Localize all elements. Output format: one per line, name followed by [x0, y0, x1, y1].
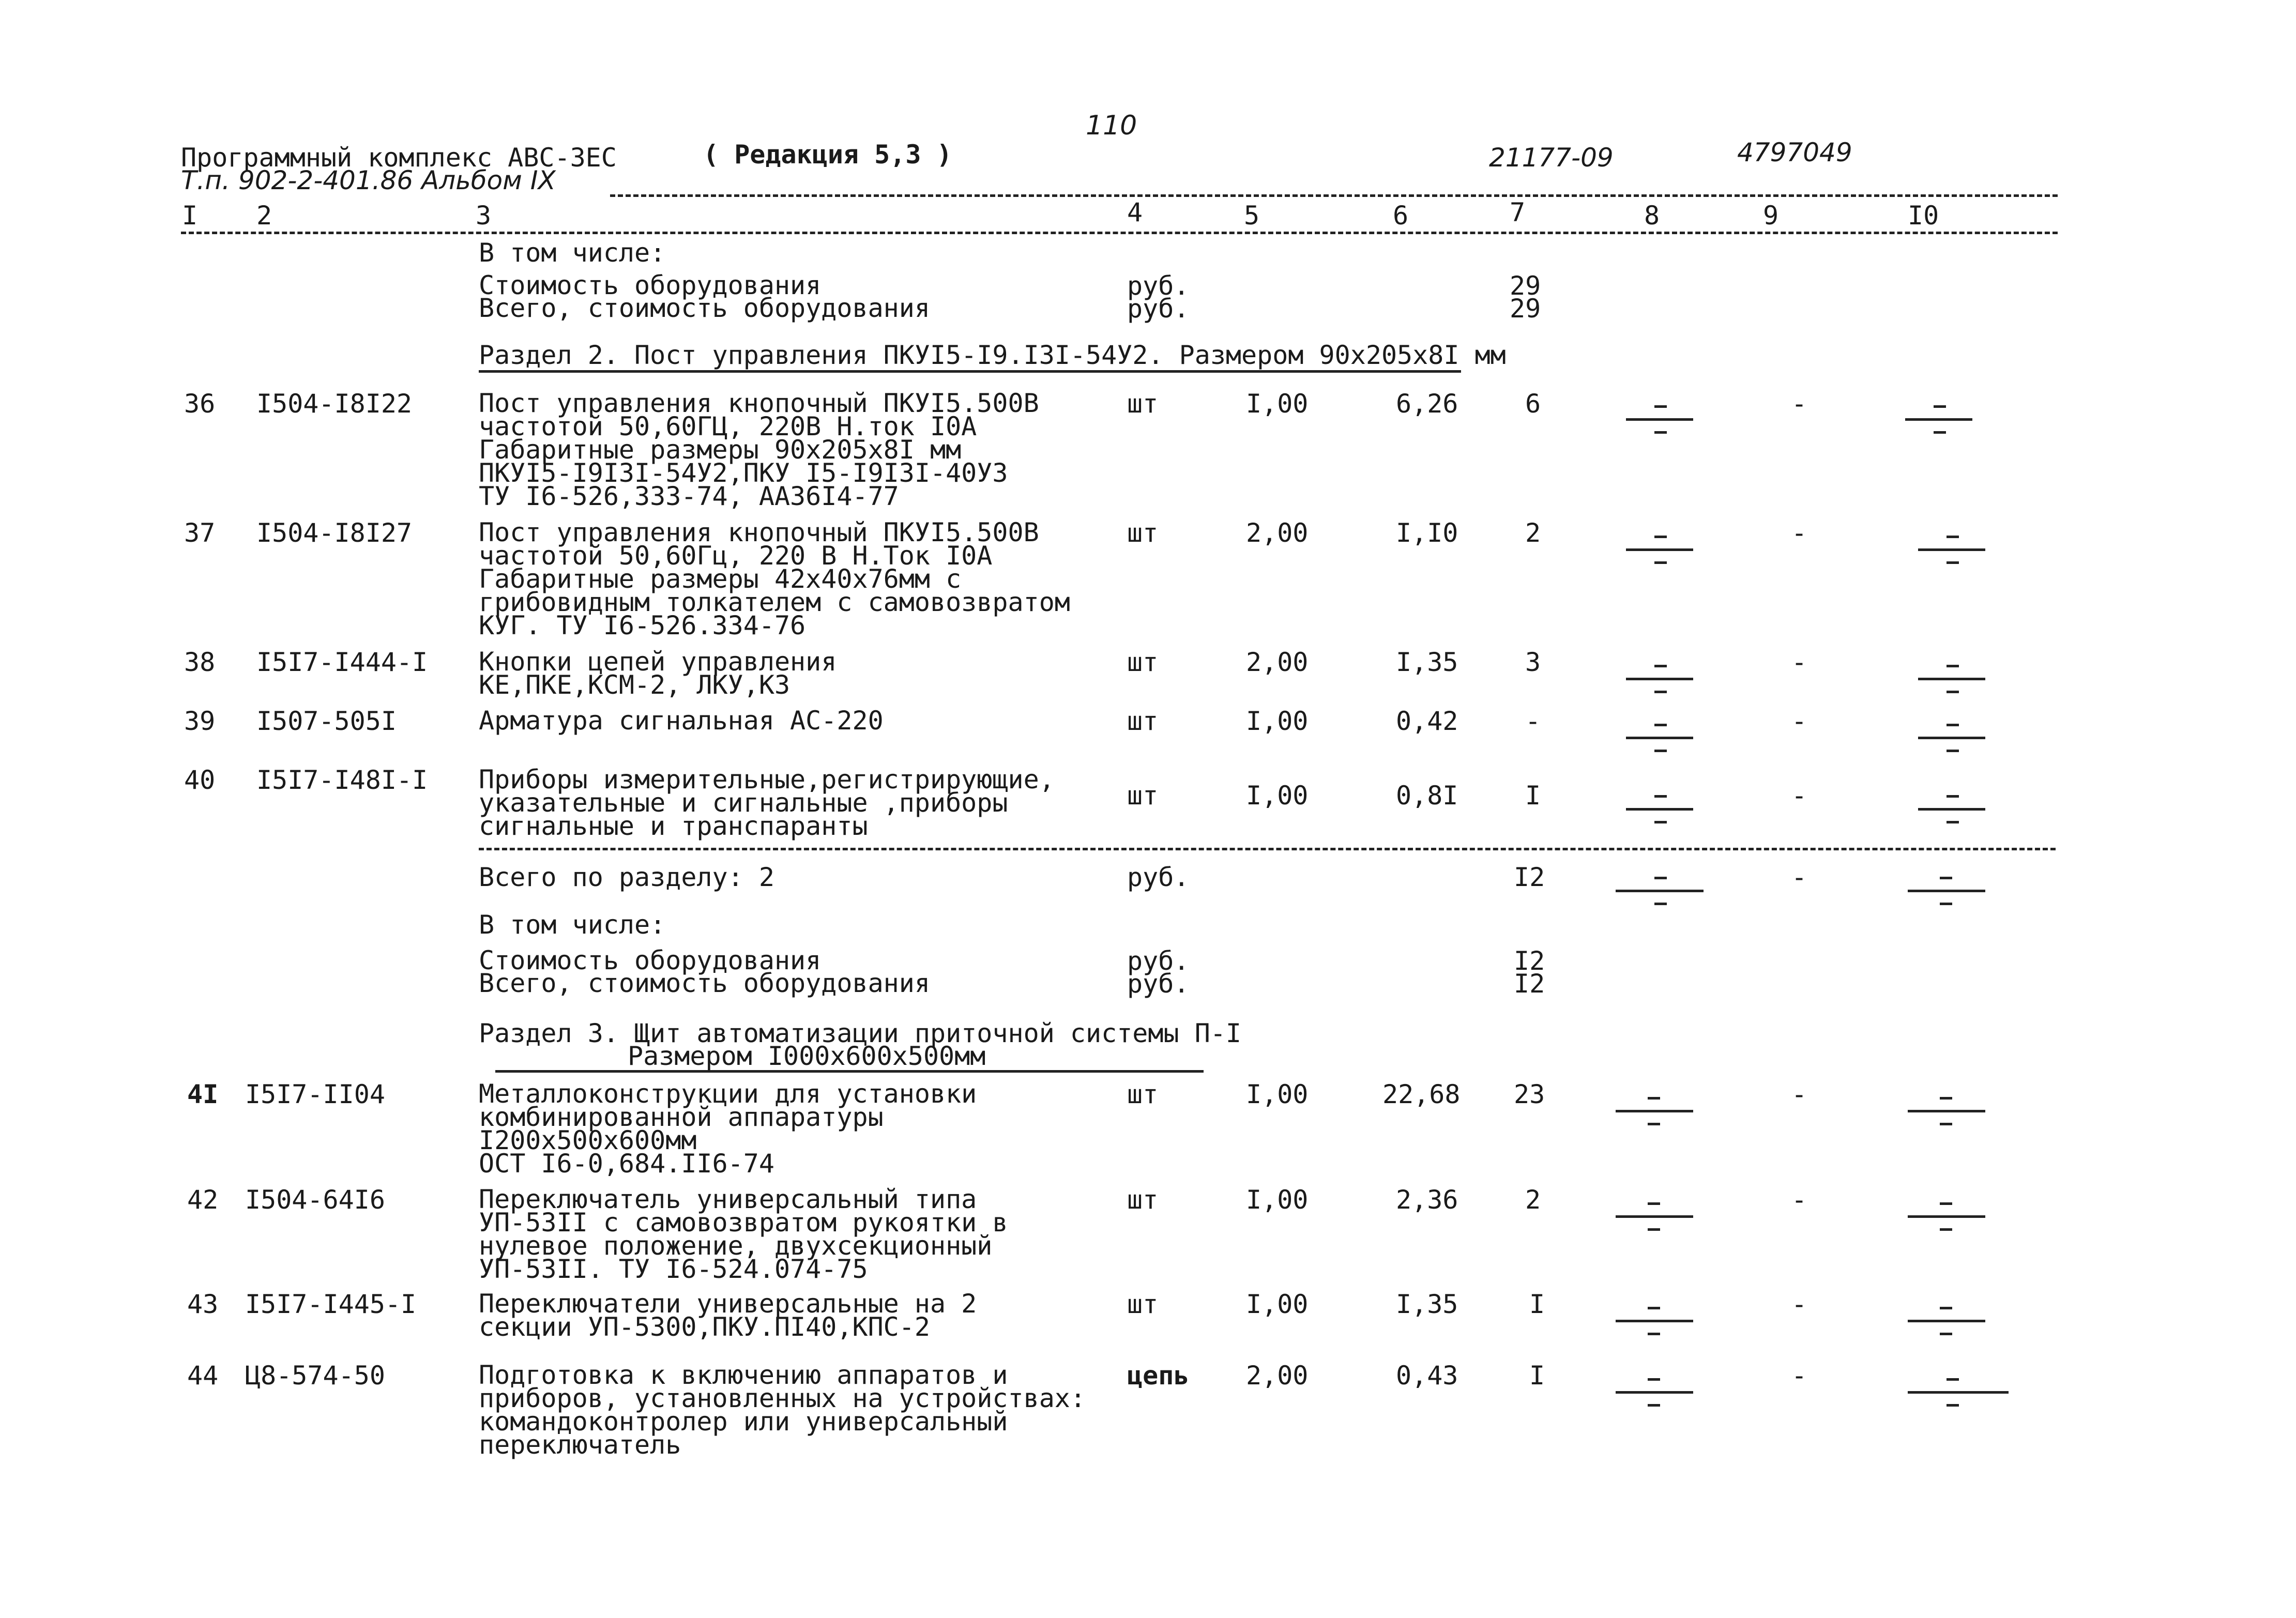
item-description-line: секции УП-5300,ПКУ.ПI40,КПС-2: [479, 1312, 930, 1342]
equipment-cost-unit: руб.: [1127, 946, 1190, 976]
item-description-line: КЕ,ПКЕ,КСМ-2, ЛКУ,КЗ: [479, 670, 790, 700]
row-number: 40: [184, 765, 216, 795]
item-description-line: сигнальные и транспаранты: [479, 811, 868, 841]
equipment-cost-unit: руб.: [1127, 271, 1190, 301]
unit-price: 2,36: [1396, 1185, 1458, 1215]
col-header-10: I0: [1908, 201, 1939, 231]
item-description-line: ОСТ I6-0,684.II6-74: [479, 1149, 774, 1179]
total-cost: 3: [1525, 647, 1541, 677]
item-description-line: нулевое положение, двухсекционный: [479, 1231, 993, 1261]
unit-price: I,35: [1396, 647, 1458, 677]
fraction-mark: [1918, 792, 1985, 828]
total-cost: 2: [1525, 518, 1541, 548]
item-description-line: приборов, установленных на устройствах:: [479, 1383, 1086, 1413]
col-header-2: 2: [256, 201, 272, 231]
item-description-line: частотой 50,60Гц, 220 В Н.Ток I0А: [479, 541, 993, 571]
col9-dash: -: [1791, 1185, 1807, 1215]
doc-code: 21177-09: [1489, 143, 1614, 173]
item-code: I504-I8I27: [256, 518, 413, 548]
fraction-mark: [1626, 721, 1693, 757]
item-code: I5I7-I445-I: [245, 1289, 417, 1319]
col-header-7: 7: [1510, 197, 1526, 227]
section-2-summary-divider: [479, 848, 2056, 850]
section-3-subtitle: Размером I000х600х500мм: [628, 1041, 986, 1071]
quantity: I,00: [1246, 1185, 1309, 1215]
item-description-line: переключатель: [479, 1430, 681, 1460]
row-number: 38: [184, 647, 216, 677]
item-description-line: Подготовка к включению аппаратов и: [479, 1360, 1008, 1390]
equipment-total-value: I2: [1514, 969, 1545, 999]
section-3-title-underline: [495, 1070, 1204, 1073]
item-code: I5I7-II04: [245, 1079, 385, 1109]
item-code: I504-64I6: [245, 1185, 385, 1215]
fraction-mark: [1908, 874, 1985, 910]
fraction-mark: [1626, 662, 1693, 698]
included-label: В том числе:: [479, 910, 666, 940]
equipment-cost-value: I2: [1514, 946, 1545, 976]
col9-dash: -: [1791, 518, 1807, 548]
section-total-unit: руб.: [1127, 862, 1190, 892]
fraction-mark: [1918, 532, 1985, 569]
equipment-total-value: 29: [1510, 294, 1541, 324]
total-cost: -: [1525, 706, 1541, 736]
item-description-line: командоконтролер или универсальный: [479, 1407, 1008, 1437]
project-reference: Т.п. 902-2-401.86 Альбом IX: [181, 165, 556, 195]
item-code: I5I7-I444-I: [256, 647, 428, 677]
item-code: I5I7-I48I-I: [256, 765, 428, 795]
item-description-line: грибовидным толкателем с самовозвратом: [479, 587, 1070, 617]
fraction-mark: [1626, 532, 1693, 569]
edition-label: ( Редакция 5,3 ): [703, 140, 952, 170]
header-divider-top: [610, 194, 2058, 197]
item-description-line: Переключатель универсальный типа: [479, 1184, 977, 1214]
doc-number: 4797049: [1737, 138, 1852, 167]
fraction-mark: [1905, 402, 1972, 438]
item-code: Ц8-574-50: [245, 1361, 385, 1391]
item-description-line: указательные и сигнальные ,приборы: [479, 788, 1008, 818]
section-2-title: Раздел 2. Пост управления ПКУI5-I9.I3I-54У2. Размером 90х205х8I мм: [479, 340, 1506, 370]
equipment-total-unit: руб.: [1127, 294, 1190, 324]
quantity: 2,00: [1246, 1361, 1309, 1391]
equipment-cost-label: Стоимость оборудования: [479, 270, 822, 300]
item-description-line: Кнопки цепей управления: [479, 647, 837, 677]
item-description-line: Габаритные размеры 90х205х8I мм: [479, 435, 962, 465]
total-cost: I: [1525, 781, 1541, 811]
fraction-mark: [1908, 1304, 1985, 1340]
row-number: 36: [184, 389, 216, 419]
row-number: 42: [187, 1185, 219, 1215]
fraction-mark: [1918, 662, 1985, 698]
fraction-mark: [1626, 402, 1693, 438]
item-description-line: комбинированной аппаратуры: [479, 1102, 884, 1132]
fraction-mark: [1626, 792, 1693, 828]
fraction-mark: [1616, 874, 1704, 910]
row-number: 37: [184, 518, 216, 548]
unit-price: I,I0: [1396, 518, 1458, 548]
unit-price: 6,26: [1396, 389, 1458, 419]
quantity: I,00: [1246, 706, 1309, 736]
quantity: I,00: [1246, 1289, 1309, 1319]
quantity: I,00: [1246, 781, 1309, 811]
fraction-mark: [1918, 721, 1985, 757]
unit-price: I,35: [1396, 1289, 1458, 1319]
item-description-line: I200х500х600мм: [479, 1125, 697, 1155]
unit: шт: [1127, 647, 1159, 677]
unit: шт: [1127, 1185, 1159, 1215]
section-total-value: I2: [1514, 862, 1545, 892]
unit: шт: [1127, 1289, 1159, 1319]
item-description-line: Арматура сигнальная АС-220: [479, 706, 884, 736]
item-code: I504-I8I22: [256, 389, 413, 419]
program-name: Программный комплекс АВС-3ЕС: [181, 143, 617, 173]
col9-dash: -: [1791, 781, 1807, 811]
total-cost: 23: [1514, 1079, 1545, 1109]
col-header-5: 5: [1244, 201, 1260, 231]
col-header-3: 3: [476, 201, 492, 231]
header-divider-bottom: [181, 232, 2058, 234]
col-header-1: I: [182, 201, 198, 231]
quantity: 2,00: [1246, 518, 1309, 548]
col9-dash: -: [1791, 1079, 1807, 1109]
item-description-line: КУГ. ТУ I6-526.334-76: [479, 610, 806, 640]
col-header-9: 9: [1763, 201, 1779, 231]
unit: шт: [1127, 706, 1159, 736]
item-description-line: УП-53II с самовозвратом рукоятки в: [479, 1208, 1008, 1238]
total-cost: I: [1529, 1361, 1545, 1391]
unit: шт: [1127, 781, 1159, 811]
equipment-cost-value: 29: [1510, 271, 1541, 301]
unit: цепь: [1127, 1361, 1190, 1391]
section-3-title: Раздел 3. Щит автоматизации приточной системы П-I: [479, 1018, 1242, 1048]
col9-dash: -: [1791, 1289, 1807, 1319]
item-description-line: ТУ I6-526,333-74, АА36I4-77: [479, 481, 899, 511]
fraction-mark: [1616, 1094, 1693, 1130]
equipment-total-label: Всего, стоимость оборудования: [479, 968, 930, 998]
total-cost: I: [1529, 1289, 1545, 1319]
col-header-6: 6: [1393, 201, 1409, 231]
col-header-4: 4: [1127, 197, 1143, 227]
unit: шт: [1127, 389, 1159, 419]
col9-dash: -: [1791, 1361, 1807, 1391]
unit-price: 22,68: [1382, 1079, 1461, 1109]
item-description-line: Переключатели универсальные на 2: [479, 1289, 977, 1319]
page-number: 110: [1086, 110, 1137, 141]
item-description-line: УП-53II. ТУ I6-524.074-75: [479, 1254, 868, 1284]
fraction-mark: [1908, 1375, 2009, 1411]
item-description-line: Пост управления кнопочный ПКУI5.500В: [479, 388, 1039, 418]
total-cost: 2: [1525, 1185, 1541, 1215]
total-cost: 6: [1525, 389, 1541, 419]
col9-dash: -: [1791, 862, 1807, 892]
row-number: 39: [184, 706, 216, 736]
item-description-line: ПКУI5-I9I3I-54У2,ПКУ I5-I9I3I-40УЗ: [479, 458, 1008, 488]
fraction-mark: [1908, 1199, 1985, 1235]
row-number: 4I: [187, 1079, 219, 1109]
quantity: I,00: [1246, 1079, 1309, 1109]
quantity: 2,00: [1246, 647, 1309, 677]
col-header-8: 8: [1644, 201, 1660, 231]
quantity: I,00: [1246, 389, 1309, 419]
row-number: 44: [187, 1361, 219, 1391]
equipment-total-label: Всего, стоимость оборудования: [479, 293, 930, 323]
unit-price: 0,42: [1396, 706, 1458, 736]
item-description-line: частотой 50,60ГЦ, 220В Н.ток I0А: [479, 411, 977, 441]
fraction-mark: [1616, 1199, 1693, 1235]
unit-price: 0,43: [1396, 1361, 1458, 1391]
fraction-mark: [1616, 1304, 1693, 1340]
col9-dash: -: [1791, 389, 1807, 419]
item-description-line: Пост управления кнопочный ПКУI5.500В: [479, 517, 1039, 547]
unit: шт: [1127, 518, 1159, 548]
col9-dash: -: [1791, 647, 1807, 677]
unit-price: 0,8I: [1396, 781, 1458, 811]
row-number: 43: [187, 1289, 219, 1319]
item-description-line: Приборы измерительные,регистрирующие,: [479, 765, 1055, 795]
fraction-mark: [1908, 1094, 1985, 1130]
item-description-line: Габаритные размеры 42х40х76мм с: [479, 564, 962, 594]
col9-dash: -: [1791, 706, 1807, 736]
fraction-mark: [1616, 1375, 1693, 1411]
section-total-label: Всего по разделу: 2: [479, 862, 774, 892]
unit: шт: [1127, 1079, 1159, 1109]
equipment-cost-label: Стоимость оборудования: [479, 945, 822, 975]
included-label: В том числе:: [479, 238, 666, 268]
equipment-total-unit: руб.: [1127, 969, 1190, 999]
item-description-line: Металлоконструкции для установки: [479, 1079, 977, 1109]
item-code: I507-505I: [256, 706, 397, 736]
section-2-title-underline: [479, 370, 1461, 373]
